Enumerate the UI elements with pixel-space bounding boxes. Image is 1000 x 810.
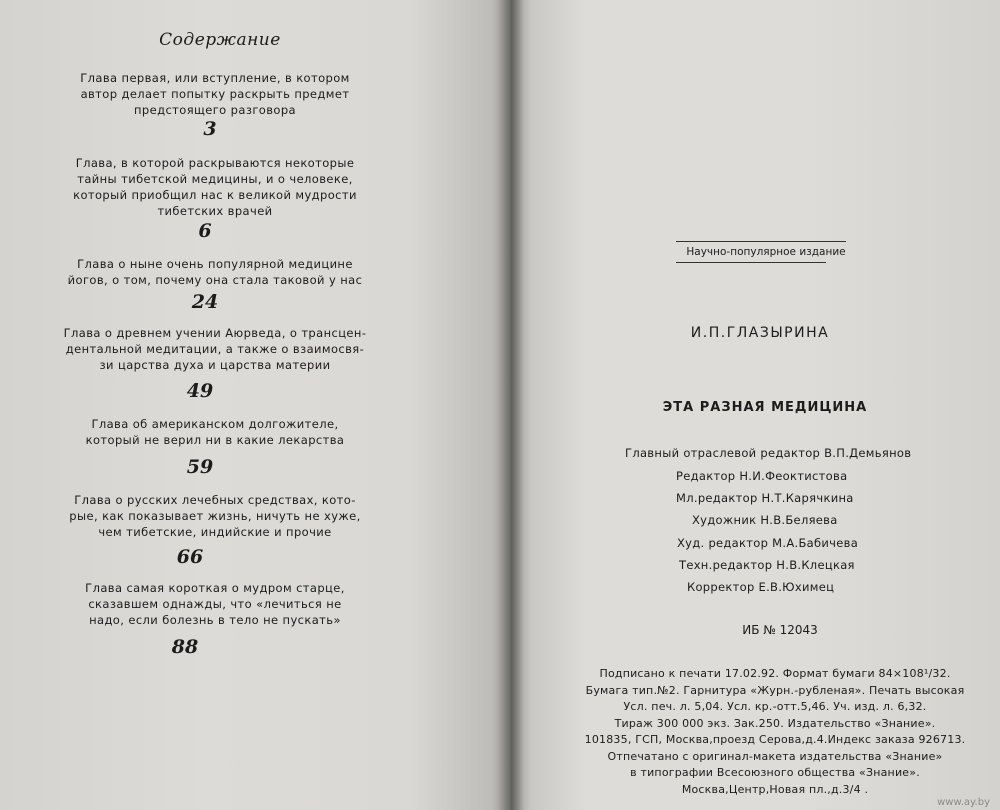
toc-entry-line: тибетских врачей (157, 204, 273, 218)
toc-entry-line: который приобщил нас к великой мудрости (73, 188, 357, 202)
credit-line: Корректор Е.В.Юхимец (687, 580, 835, 594)
toc-entry (40, 256, 390, 288)
toc-entry-line: надо, если болезнь в тело не пускать» (89, 613, 341, 627)
toc-entry-line: Глава о древнем учении Аюрведа, о трансцен- (63, 326, 367, 340)
toc-entry (40, 580, 390, 628)
toc-entry-line: который не верил ни в какие лекарства (85, 433, 345, 447)
book-author: И.П.ГЛАЗЫРИНА (690, 325, 830, 341)
toc-page-number: 88 (171, 636, 199, 658)
imprint-line: в типографии Всесоюзного общества «Знание». (630, 766, 920, 779)
toc-entry (40, 155, 390, 219)
toc-entry (40, 416, 390, 448)
toc-page-number: 66 (176, 546, 204, 568)
book-title: ЭТА РАЗНАЯ МЕДИЦИНА (662, 400, 868, 415)
toc-entry-line: автор делает попытку раскрыть предмет (80, 87, 350, 101)
toc-page-number: 3 (203, 118, 217, 140)
toc-page-number: 24 (191, 291, 219, 313)
toc-entry-line: Глава, в которой раскрываются некоторые (75, 156, 355, 170)
toc-entry-line: сказавшем однажды, что «лечиться не (88, 597, 342, 611)
toc-entry-line: рые, как показывает жизнь, ничуть не хуже, (69, 509, 361, 523)
toc-entry (40, 70, 390, 118)
imprint-line: Бумага тип.№2. Гарнитура «Журн.-рубленая». Печать высокая (585, 683, 965, 697)
toc-entry-line: йогов, о том, почему она стала таковой у нас (67, 273, 363, 287)
imprint-line: Усл. печ. л. 5,04. Усл. кр.-отт.5,46. Уч. изд. л. 6,32. (623, 700, 927, 713)
imprint-line: Москва,Центр,Новая пл.,д.3/4 . (681, 782, 869, 796)
isbn-number: ИБ № 12043 (742, 623, 818, 637)
credit-line: Главный отраслевой редактор В.П.Демьянов (625, 446, 912, 460)
credit-line: Редактор Н.И.Феоктистова (676, 469, 848, 483)
series-rule-bottom (676, 262, 826, 263)
credit-line: Мл.редактор Н.Т.Карячкина (676, 491, 854, 505)
toc-entry-line: дентальной медитации, а также о взаимосвя- (65, 342, 365, 356)
imprint-line: Тираж 300 000 экз. Зак.250. Издательство «Знание». (614, 716, 936, 730)
site-watermark: www.ay.by (937, 797, 990, 808)
toc-entry-line: предстоящего разговора (134, 103, 296, 117)
toc-entry-line: тайны тибетской медицины, и о человеке, (77, 172, 353, 186)
credit-line: Техн.редактор Н.В.Клецкая (679, 558, 855, 572)
imprint-block (560, 666, 990, 798)
toc-entry-line: Глава самая короткая о мудром старце, (85, 581, 345, 595)
toc-page-number: 49 (186, 380, 214, 402)
toc-entry (40, 325, 390, 373)
book-gutter (498, 0, 524, 810)
series-rule-top (676, 241, 846, 242)
toc-entry-line: зи царства духа и царства материи (99, 358, 331, 372)
toc-entry-line: Глава первая, или вступление, в котором (80, 71, 350, 85)
credit-line: Художник Н.В.Беляева (692, 513, 838, 527)
series-label: Научно-популярное издание (686, 246, 846, 258)
toc-page-number: 59 (186, 456, 214, 478)
toc-entry (40, 492, 390, 540)
toc-entry-line: Глава о русских лечебных средствах, кото- (74, 493, 356, 507)
credit-line: Худ. редактор М.А.Бабичева (677, 536, 859, 550)
toc-entry-line: чем тибетские, индийские и прочие (98, 525, 332, 539)
toc-entry-line: Глава о ныне очень популярной медицине (77, 257, 353, 271)
imprint-line: 101835, ГСП, Москва,проезд Серова,д.4.Индекс заказа 926713. (584, 733, 966, 746)
toc-page-number: 6 (198, 220, 212, 242)
toc-title: Содержание (159, 30, 281, 50)
imprint-line: Отпечатано с оригинал-макета издательства «Знание» (607, 749, 943, 763)
imprint-line: Подписано к печати 17.02.92. Формат бумаги 84×108¹/32. (599, 667, 951, 680)
toc-entry-line: Глава об американском долгожителе, (91, 417, 339, 431)
